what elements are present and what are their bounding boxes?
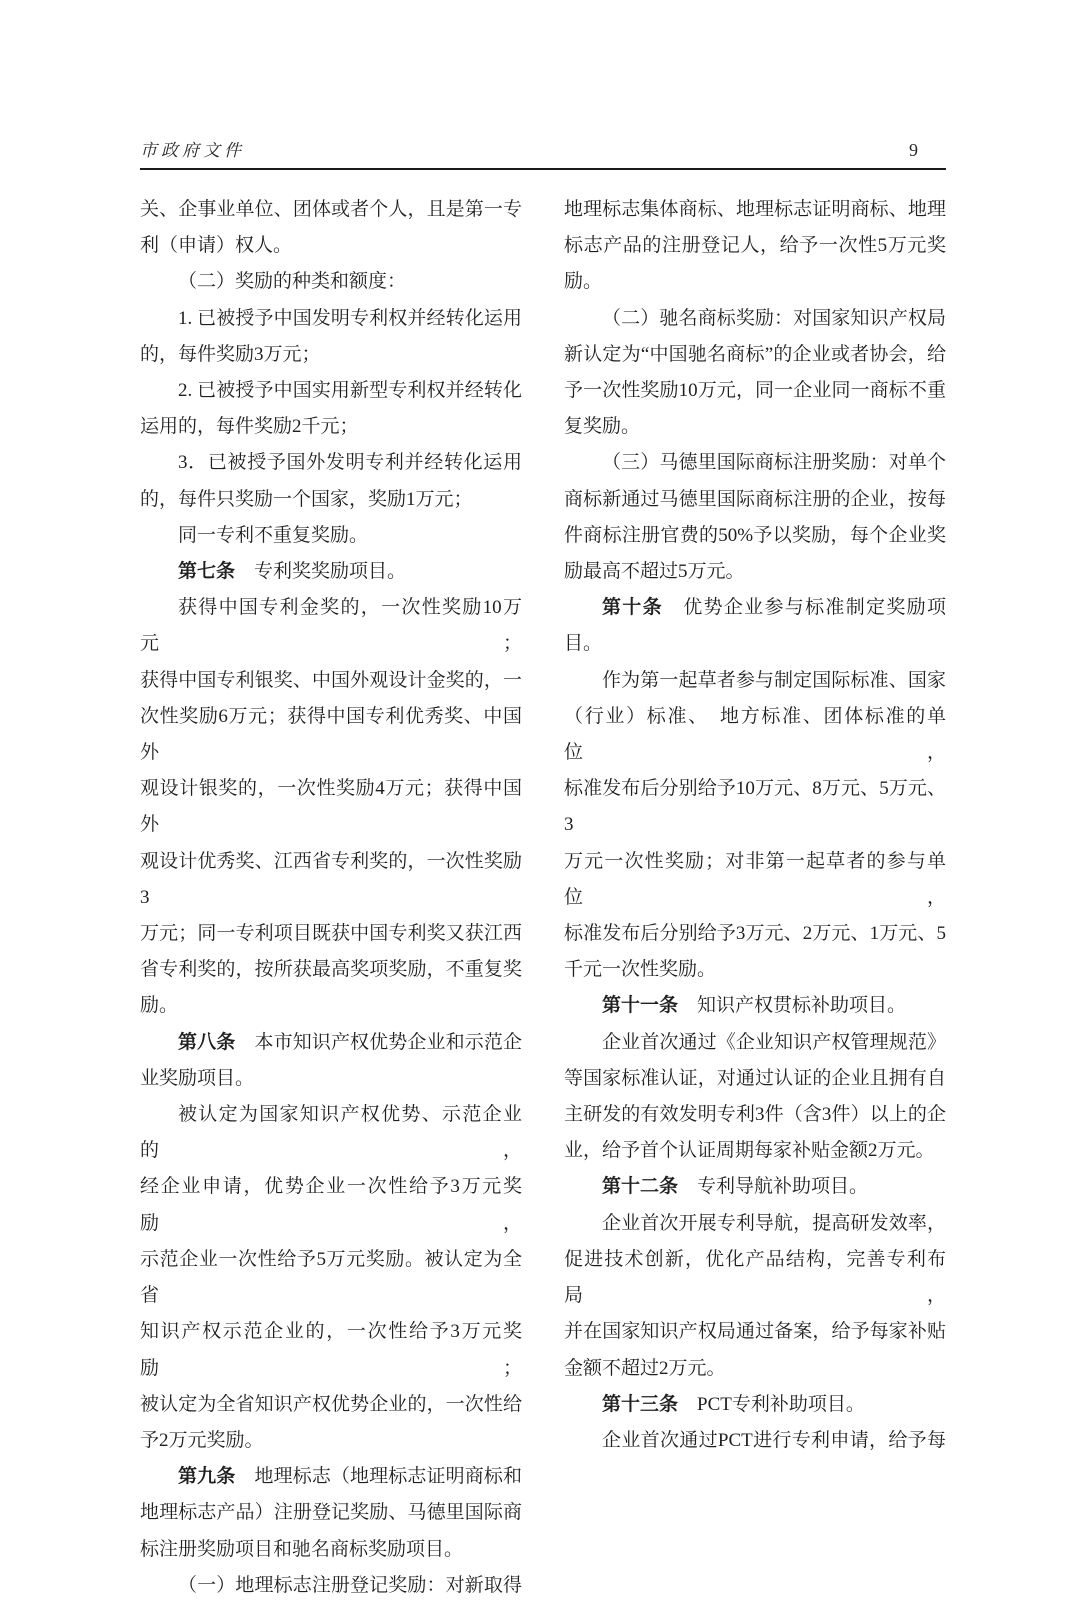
text-line: 3．已被授予国外发明专利并经转化运用 [178,452,522,474]
text-line: 金额不超过2万元。 [564,1357,726,1379]
article-number: 第十二条 [602,1176,679,1198]
text-line: 第十二条 专利导航补助项目。 [602,1176,869,1198]
text-line: 企业首次开展专利导航，提高研发效率， [602,1212,946,1234]
header-title: 市政府文件 [140,141,245,160]
text-line: 等国家标准认证，对通过认证的企业且拥有自 [564,1067,946,1089]
text-line: 获得中国专利银奖、中国外观设计金奖的，一 [140,669,522,691]
text-line: 关、企事业单位、团体或者个人，且是第一专 [140,199,522,220]
text-line: 被认定为国家知识产权优势、示范企业的， [140,1104,522,1162]
text-line: 万元；同一专利项目既获中国专利奖又获江西 [140,923,522,945]
text-line: （行业）标准、 地方标准、团体标准的单位， [564,705,946,764]
article-number: 第七条 [178,561,236,583]
page-header [140,136,946,170]
text-line: 标志产品的注册登记人，给予一次性5万元奖 [564,235,946,257]
text-line: （三）马德里国际商标注册奖励：对单个 [602,452,946,474]
page-number: 9 [909,140,918,160]
text-line: 观设计优秀奖、江西省专利奖的，一次性奖励3 [140,850,522,908]
text-line: 企业首次通过《企业知识产权管理规范》 [602,1031,946,1053]
text-line: 经企业申请，优势企业一次性给予3万元奖励， [140,1176,522,1234]
text-line: 第十一条 知识产权贯标补助项目。 [602,995,907,1017]
text-line: 作为第一起草者参与制定国际标准、国家 [602,669,946,691]
text-line: 省专利奖的，按所获最高奖项奖励，不重复奖 [140,959,522,981]
text-line: 商标新通过马德里国际商标注册的企业，按每 [564,488,946,510]
text-line: 件商标注册官费的50%予以奖励，每个企业奖 [564,524,946,546]
text-line: 业，给予首个认证周期每家补贴金额2万元。 [564,1140,935,1162]
text-line: 观设计银奖的，一次性奖励4万元；获得中国外 [140,778,522,836]
text-line: 予2万元奖励。 [140,1429,264,1451]
text-line: 知识产权示范企业的，一次性给予3万元奖励； [140,1321,522,1379]
text-line: 利（申请）权人。 [140,235,293,257]
text-line: 新认定为“中国驰名商标”的企业或者协会，给 [564,343,946,365]
text-line: 的，每件只奖励一个国家，奖励1万元； [140,488,473,510]
text-line: （二）驰名商标奖励：对国家知识产权局 [602,307,946,329]
left-column [140,192,522,1604]
text-line: 的，每件奖励3万元； [140,343,321,365]
text-line: 企业首次通过PCT进行专利申请，给予每 [602,1429,946,1451]
text-line: 第八条 本市知识产权优势企业和示范企 [178,1031,522,1053]
article-number: 第八条 [178,1031,236,1053]
text-line: 同一专利不重复奖励。 [178,524,369,546]
text-line: 标注册奖励项目和驰名商标奖励项目。 [140,1538,464,1560]
text-line: 2. 已被授予中国实用新型专利权并经转化 [178,380,522,402]
text-line: 励。 [140,995,179,1017]
text-line: 标准发布后分别给予3万元、2万元、1万元、5 [564,923,946,945]
article-number: 第十条 [602,597,663,619]
text-line: 万元一次性奖励；对非第一起草者的参与单位， [564,850,946,908]
text-line: 千元一次性奖励。 [564,959,717,981]
text-line: （二）奖励的种类和额度： [178,271,407,293]
text-line: 业奖励项目。 [140,1067,255,1089]
text-line: 获得中国专利金奖的，一次性奖励10万元； [140,597,522,655]
text-line: 促进技术创新，优化产品结构，完善专利布局， [564,1248,946,1307]
text-line: 励。 [564,271,603,293]
article-number: 第十一条 [602,995,679,1017]
right-column [564,192,946,1604]
text-line: 被认定为全省知识产权优势企业的，一次性给 [140,1393,522,1415]
text-line: 第七条 专利奖奖励项目。 [178,561,407,583]
text-line: 运用的，每件奖励2千元； [140,416,359,438]
article-number: 第十三条 [602,1393,679,1415]
text-line: 示范企业一次性给予5万元奖励。被认定为全省 [140,1248,522,1307]
text-line: 主研发的有效发明专利3件（含3件）以上的企 [564,1104,946,1126]
text-line: （一）地理标志注册登记奖励：对新取得 [178,1574,522,1596]
text-line: 励最高不超过5万元。 [564,561,745,583]
text-line: 第十三条 PCT专利补助项目。 [602,1393,865,1415]
text-line: 复奖励。 [564,416,641,438]
text-line: 地理标志产品）注册登记奖励、马德里国际商 [140,1502,522,1524]
text-line: 地理标志集体商标、地理标志证明商标、地理 [564,199,946,220]
text-line: 目。 [564,633,603,655]
text-line: 次性奖励6万元；获得中国专利优秀奖、中国外 [140,705,522,764]
article-number: 第九条 [178,1466,236,1488]
text-line: 并在国家知识产权局通过备案，给予每家补贴 [564,1321,946,1343]
text-line: 予一次性奖励10万元，同一企业同一商标不重 [564,380,946,402]
text-line: 第九条 地理标志（地理标志证明商标和 [178,1466,522,1488]
page-content [140,136,946,1604]
text-line: 1. 已被授予中国发明专利权并经转化运用 [178,307,522,329]
text-line: 第十条 优势企业参与标准制定奖励项 [602,597,946,619]
text-columns [140,192,946,1604]
text-line: 标准发布后分别给予10万元、8万元、5万元、3 [564,778,946,836]
